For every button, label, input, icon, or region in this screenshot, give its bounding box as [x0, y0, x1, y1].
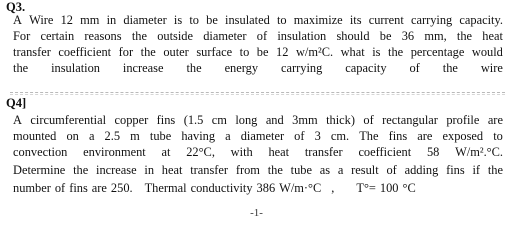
text-word: mounted	[13, 129, 57, 143]
text-word: and	[265, 113, 284, 127]
text-word: insulation	[277, 29, 327, 43]
text-word: in	[106, 13, 117, 27]
question-4-text	[13, 112, 503, 196]
text-word: coefficient	[358, 145, 412, 159]
text-word: the	[131, 29, 147, 43]
text-word: are	[91, 181, 107, 195]
text-word: number	[13, 181, 51, 195]
text-word: the	[267, 163, 283, 177]
text-word: with	[230, 145, 253, 159]
text-word: to	[276, 13, 287, 27]
text-word: insulation	[51, 61, 100, 75]
text-word: 12	[276, 45, 289, 59]
text-word: For	[13, 29, 31, 43]
text-word: diameter	[203, 29, 247, 43]
question-separator-shadow	[10, 94, 505, 95]
q4-line	[13, 162, 503, 180]
q4-line	[13, 128, 503, 144]
text-word: of	[54, 181, 66, 195]
text-word: wire	[480, 61, 503, 75]
text-word: environment	[83, 145, 146, 159]
text-word: cm	[211, 113, 227, 127]
text-word: 36	[401, 29, 415, 43]
text-word: of	[386, 163, 397, 177]
text-word: be	[379, 29, 392, 43]
text-word: a	[225, 129, 231, 143]
text-word: to	[493, 129, 503, 143]
text-word: heat	[268, 145, 290, 159]
text-word: 3mm	[292, 113, 318, 127]
q4-line	[13, 112, 503, 128]
text-word: 12	[60, 13, 73, 27]
text-word: surface	[196, 45, 233, 59]
text-word: fins	[446, 163, 465, 177]
text-word: is	[173, 13, 183, 27]
question-4-label: Q4]	[6, 96, 27, 110]
text-word: of	[256, 29, 268, 43]
q3-line	[13, 28, 503, 44]
text-word: what	[340, 45, 365, 59]
text-word: mm,	[424, 29, 447, 43]
text-word: is	[372, 45, 381, 59]
text-word: be	[256, 45, 269, 59]
text-word: heat	[161, 163, 183, 177]
text-word: the	[186, 61, 202, 75]
text-word: W/m·°C	[279, 181, 322, 195]
text-word: transfer	[190, 163, 229, 177]
text-word: outer	[163, 45, 189, 59]
text-word: reasons	[84, 29, 122, 43]
text-word: are	[417, 129, 433, 143]
text-word: w/m²C.	[295, 45, 334, 59]
text-word: tube	[290, 163, 312, 177]
text-word: the	[140, 45, 156, 59]
text-word: on	[66, 129, 79, 143]
text-word: convection	[13, 145, 68, 159]
text-word: thick)	[326, 113, 355, 127]
text-word: diameter	[240, 129, 285, 143]
text-word: fins	[388, 129, 408, 143]
text-word: of	[409, 61, 420, 75]
text-word: capacity	[345, 61, 387, 75]
question-3-label: Q3.	[6, 0, 26, 14]
text-word: capacity.	[459, 13, 503, 27]
text-word: the	[442, 61, 458, 75]
text-word: carrying	[281, 61, 323, 75]
text-word: exposed	[442, 129, 484, 143]
text-word: heat	[482, 29, 503, 43]
text-word: A	[13, 113, 22, 127]
text-word: certain	[40, 29, 75, 43]
text-word: Wire	[29, 13, 54, 27]
q3-line	[13, 12, 503, 28]
q3-line	[13, 44, 503, 60]
text-word: energy	[224, 61, 259, 75]
text-word: of	[294, 129, 305, 143]
text-word: Determine	[13, 163, 66, 177]
text-word: a	[88, 129, 95, 143]
text-word: fins	[156, 113, 176, 127]
text-word: profile	[446, 113, 480, 127]
text-word: a	[337, 163, 344, 177]
text-word: (1.5	[183, 113, 204, 127]
text-word: would	[471, 45, 503, 59]
text-word: coefficient	[58, 45, 112, 59]
text-word: T°=	[356, 181, 376, 195]
text-word: fins	[69, 181, 88, 195]
text-word: the	[73, 163, 89, 177]
text-word: copper	[114, 113, 149, 127]
text-word: to	[239, 45, 250, 59]
text-word: transfer	[13, 45, 51, 59]
page-number: -1-	[250, 207, 263, 219]
text-word: increase	[122, 61, 164, 75]
text-word: the	[13, 61, 29, 75]
text-word: transfer	[304, 145, 343, 159]
text-word: at	[161, 145, 171, 159]
text-word: of	[363, 113, 374, 127]
text-word: 58	[426, 145, 440, 159]
text-word: tube	[149, 129, 172, 143]
text-word: rectangular	[382, 113, 438, 127]
text-word: to	[189, 13, 199, 27]
text-word: cm.	[330, 129, 350, 143]
text-word: mm	[80, 13, 100, 27]
text-word: in	[144, 163, 155, 177]
text-word: °C	[402, 181, 416, 195]
text-word: adding	[404, 163, 439, 177]
text-word: 22°C,	[186, 145, 215, 159]
text-word: 3	[314, 129, 321, 143]
question-3-text	[13, 12, 503, 76]
text-word: The	[359, 129, 379, 143]
text-word: percentage	[410, 45, 465, 59]
text-word: long	[235, 113, 258, 127]
q4-line	[13, 144, 503, 162]
text-word: insulated	[225, 13, 270, 27]
text-word: result	[351, 163, 379, 177]
text-word: for	[118, 45, 134, 59]
text-word: diameter	[123, 13, 167, 27]
text-word: maximize	[293, 13, 343, 27]
text-word: m	[130, 129, 140, 143]
text-word: 386	[256, 181, 276, 195]
text-word: from	[235, 163, 260, 177]
question-separator	[10, 92, 505, 93]
text-word: increase	[96, 163, 137, 177]
text-word: having	[181, 129, 216, 143]
q3-line	[13, 60, 503, 76]
text-word: 2.5	[104, 129, 121, 143]
text-word: carrying	[410, 13, 453, 27]
text-word: are	[487, 113, 503, 127]
text-word: ,	[331, 181, 335, 195]
text-word: the	[388, 45, 404, 59]
text-word: Thermal	[144, 181, 187, 195]
text-word: 250.	[110, 181, 133, 195]
text-word: outside	[157, 29, 193, 43]
text-word: if	[472, 163, 481, 177]
text-word: should	[336, 29, 370, 43]
text-word: as	[319, 163, 331, 177]
q4-line	[13, 180, 503, 196]
text-word: current	[368, 13, 404, 27]
text-word: 100	[379, 181, 399, 195]
text-word: its	[349, 13, 362, 27]
text-word: be	[206, 13, 218, 27]
text-word: W/m².°C.	[455, 145, 503, 159]
text-word: conductivity	[190, 181, 253, 195]
text-word: the	[487, 163, 503, 177]
text-word: the	[456, 29, 473, 43]
text-word: circumferential	[30, 113, 107, 127]
text-word: A	[13, 13, 22, 27]
